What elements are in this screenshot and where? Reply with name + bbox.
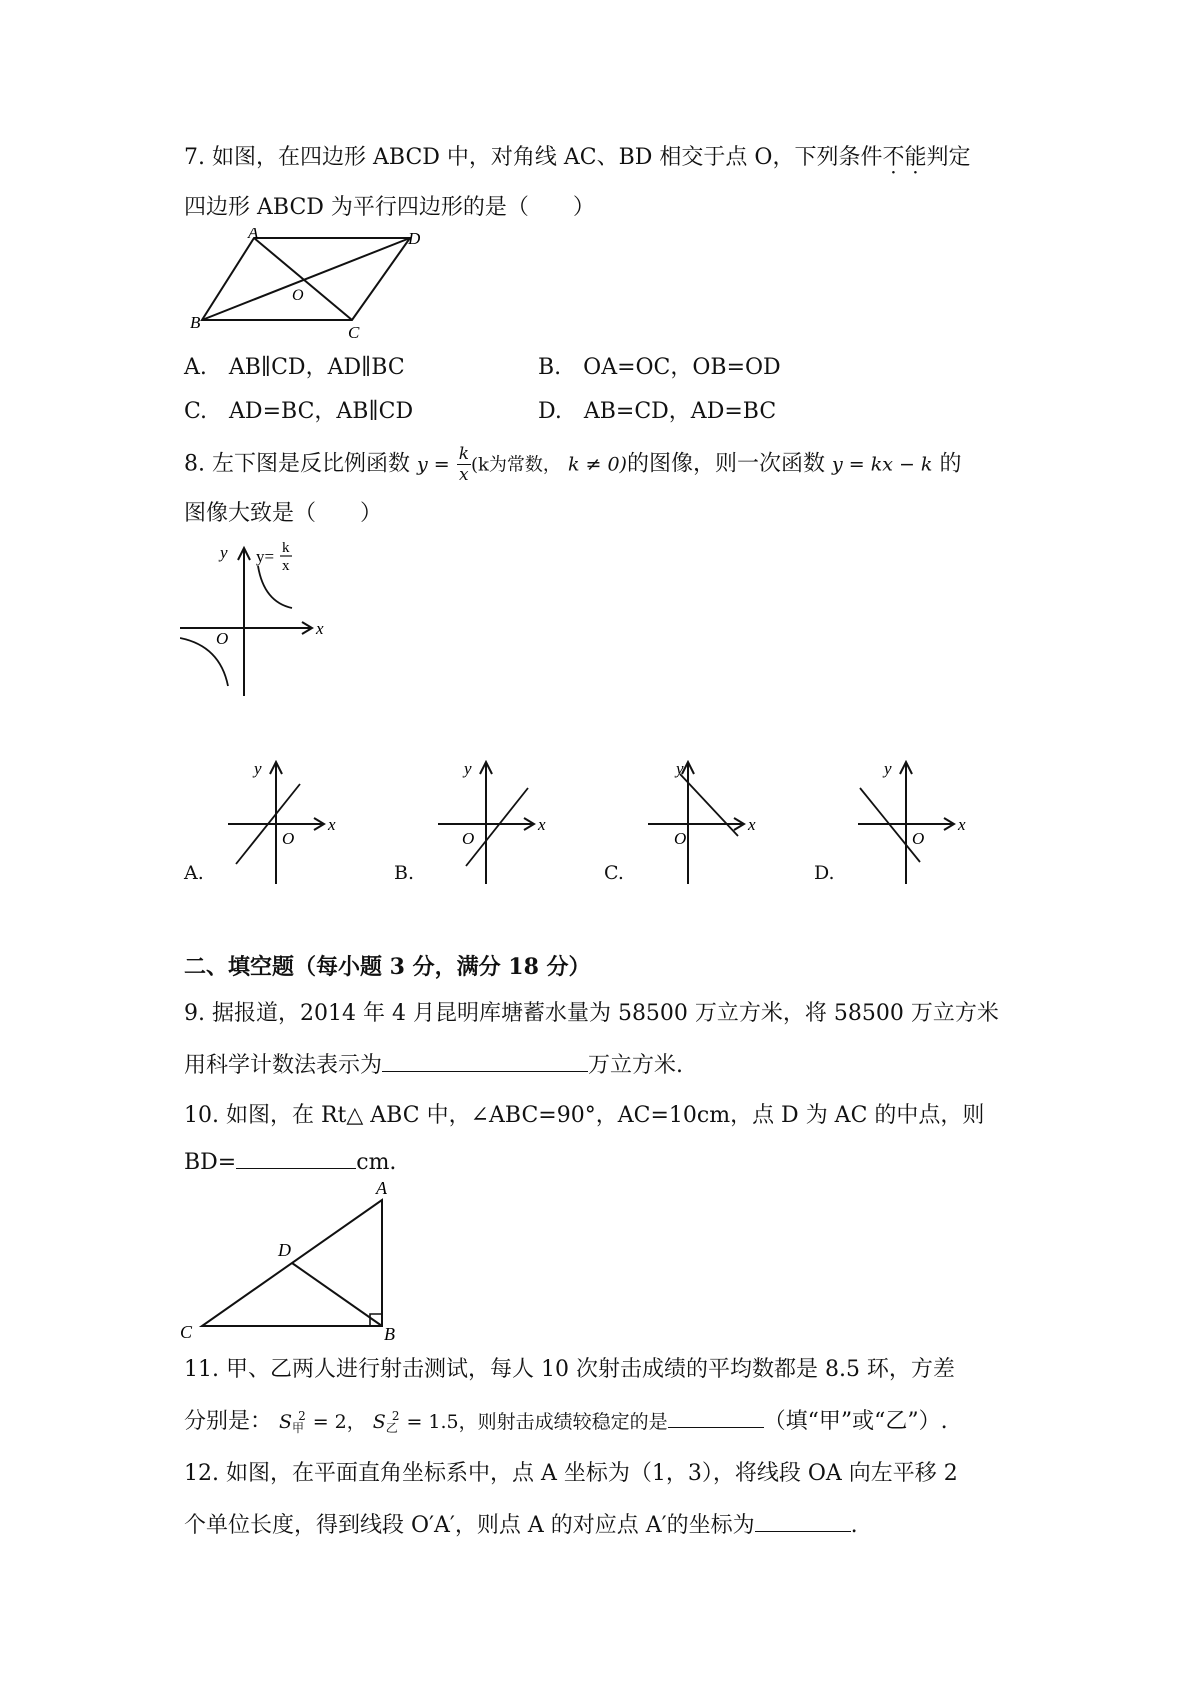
q7-option-a[interactable]: A. AB∥CD，AD∥BC bbox=[184, 355, 405, 380]
q8-prefix: 8. 左下图是反比例函数 bbox=[184, 451, 410, 477]
label-b: B bbox=[190, 313, 201, 332]
q8-option-a[interactable]: A. bbox=[184, 862, 204, 884]
segment-bd bbox=[292, 1263, 382, 1326]
variance-value-1: = 2， bbox=[312, 1411, 366, 1433]
q7-parallelogram-figure bbox=[190, 228, 430, 346]
q11-answer-blank[interactable] bbox=[668, 1409, 764, 1428]
q7-line1 bbox=[184, 140, 971, 171]
subscript-jia: 甲 bbox=[292, 1421, 305, 1435]
q10-unit: cm. bbox=[356, 1150, 397, 1175]
variance-symbol-1: S bbox=[279, 1411, 293, 1433]
q7-option-d[interactable]: D. AB=CD，AD=BC bbox=[538, 399, 777, 424]
variance-value-2: = 1.5，则射击成绩较稳定的是 bbox=[406, 1411, 668, 1433]
q7-option-b[interactable]: B. OA=OC，OB=OD bbox=[538, 355, 781, 380]
subscript-yi: 乙 bbox=[385, 1421, 398, 1435]
q12-end: . bbox=[850, 1513, 858, 1538]
y-label: y bbox=[676, 760, 684, 778]
x-label: x bbox=[958, 815, 966, 834]
diagonal-ac bbox=[254, 238, 352, 320]
y-label: y bbox=[220, 543, 228, 562]
q11-line1: 11. 甲、乙两人进行射击测试，每人 10 次射击成绩的平均数都是 8.5 环，方差 bbox=[184, 1357, 955, 1382]
q8-paren: (k为常数， bbox=[471, 454, 561, 476]
q8-k-ne: k ≠ 0) bbox=[567, 453, 627, 476]
q8-fraction: $\frac{k}{x}$ bbox=[458, 444, 469, 485]
origin-label: O bbox=[912, 829, 925, 848]
label-b: B bbox=[384, 1324, 395, 1342]
q8-function: y = kx − k bbox=[831, 453, 933, 476]
q8-option-a-graph bbox=[226, 760, 356, 885]
superscript-2: 2 bbox=[298, 1409, 306, 1423]
q7-text: 7. 如图，在四边形 ABCD 中，对角线 AC、BD 相交于点 O，下列条件 bbox=[184, 145, 883, 170]
q8-mid: 的图像，则一次函数 bbox=[626, 451, 825, 477]
q8-line1 bbox=[184, 444, 961, 485]
q8-line2: 图像大致是（ ） bbox=[184, 501, 383, 526]
label-c: C bbox=[348, 323, 360, 342]
q10-line2 bbox=[184, 1150, 396, 1175]
q9-text: 用科学计数法表示为 bbox=[184, 1053, 383, 1078]
y-label: y bbox=[254, 760, 262, 778]
y-label: y bbox=[464, 760, 472, 778]
q11-line2 bbox=[184, 1404, 948, 1436]
q11-text: 分别是： bbox=[184, 1409, 273, 1434]
origin-label: O bbox=[674, 829, 687, 848]
y-label: y bbox=[884, 760, 892, 778]
function-lhs: y= bbox=[256, 547, 275, 566]
q8-option-c-graph bbox=[646, 760, 776, 885]
origin-label: O bbox=[216, 629, 229, 648]
label-a: A bbox=[376, 1178, 387, 1198]
origin-label: O bbox=[462, 829, 475, 848]
q11-hint: （填“甲”或“乙”）. bbox=[763, 1409, 948, 1434]
variance-symbol-2: S bbox=[372, 1411, 386, 1433]
q10-answer-blank[interactable] bbox=[236, 1150, 356, 1169]
q7-emphasis-2: 能 bbox=[904, 145, 927, 170]
origin-label: O bbox=[282, 829, 295, 848]
q12-answer-blank[interactable] bbox=[755, 1513, 851, 1532]
q9-answer-blank[interactable] bbox=[382, 1053, 588, 1072]
x-label: x bbox=[328, 815, 336, 834]
superscript-2: 2 bbox=[391, 1409, 400, 1423]
section2-title: 二、填空题（每小题 3 分，满分 18 分） bbox=[184, 954, 591, 980]
function-num: k bbox=[282, 540, 290, 556]
q8-option-b-graph bbox=[436, 760, 566, 885]
q7-option-c[interactable]: C. AD=BC，AB∥CD bbox=[184, 399, 414, 424]
q10-triangle-figure bbox=[180, 1176, 420, 1342]
x-label: x bbox=[748, 815, 756, 834]
q10-text: BD= bbox=[184, 1150, 237, 1175]
x-label: x bbox=[538, 815, 546, 834]
q9-line2 bbox=[184, 1048, 683, 1079]
label-d: D bbox=[408, 229, 421, 248]
q8-option-b[interactable]: B. bbox=[394, 862, 415, 884]
q7-line2: 四边形 ABCD 为平行四边形的是（ ） bbox=[184, 195, 595, 220]
q8-option-d-graph bbox=[856, 760, 986, 885]
x-label: x bbox=[316, 619, 324, 638]
label-o: O bbox=[292, 287, 304, 304]
q8-suffix: 的 bbox=[939, 451, 962, 477]
label-a: A bbox=[248, 228, 259, 242]
q10-line1: 10. 如图，在 Rt△ ABC 中，∠ABC=90°，AC=10cm，点 D 为 AC 的中点，则 bbox=[184, 1103, 985, 1128]
diagonal-bd bbox=[202, 238, 410, 320]
q9-line1: 9. 据报道，2014 年 4 月昆明库塘蓄水量为 58500 万立方米，将 58500 万立方米 bbox=[184, 1001, 999, 1026]
label-c: C bbox=[180, 1322, 193, 1342]
q12-line1: 12. 如图，在平面直角坐标系中，点 A 坐标为（1，3），将线段 OA 向左平移 2 bbox=[184, 1461, 958, 1486]
q8-y-eq: y = bbox=[416, 453, 450, 476]
q12-line2 bbox=[184, 1508, 858, 1539]
function-den: x bbox=[282, 558, 290, 574]
q9-unit: 万立方米. bbox=[588, 1053, 684, 1078]
q12-text: 个单位长度，得到线段 O′A′，则点 A 的对应点 A′的坐标为 bbox=[184, 1513, 755, 1538]
label-d: D bbox=[278, 1240, 291, 1260]
q7-emphasis-1: 不 bbox=[882, 145, 905, 170]
q8-option-c[interactable]: C. bbox=[604, 862, 624, 884]
q8-hyperbola-graph bbox=[180, 538, 350, 698]
line-graph bbox=[466, 788, 528, 866]
q7-text-end: 判定 bbox=[926, 145, 971, 170]
q8-option-d[interactable]: D. bbox=[814, 862, 835, 884]
